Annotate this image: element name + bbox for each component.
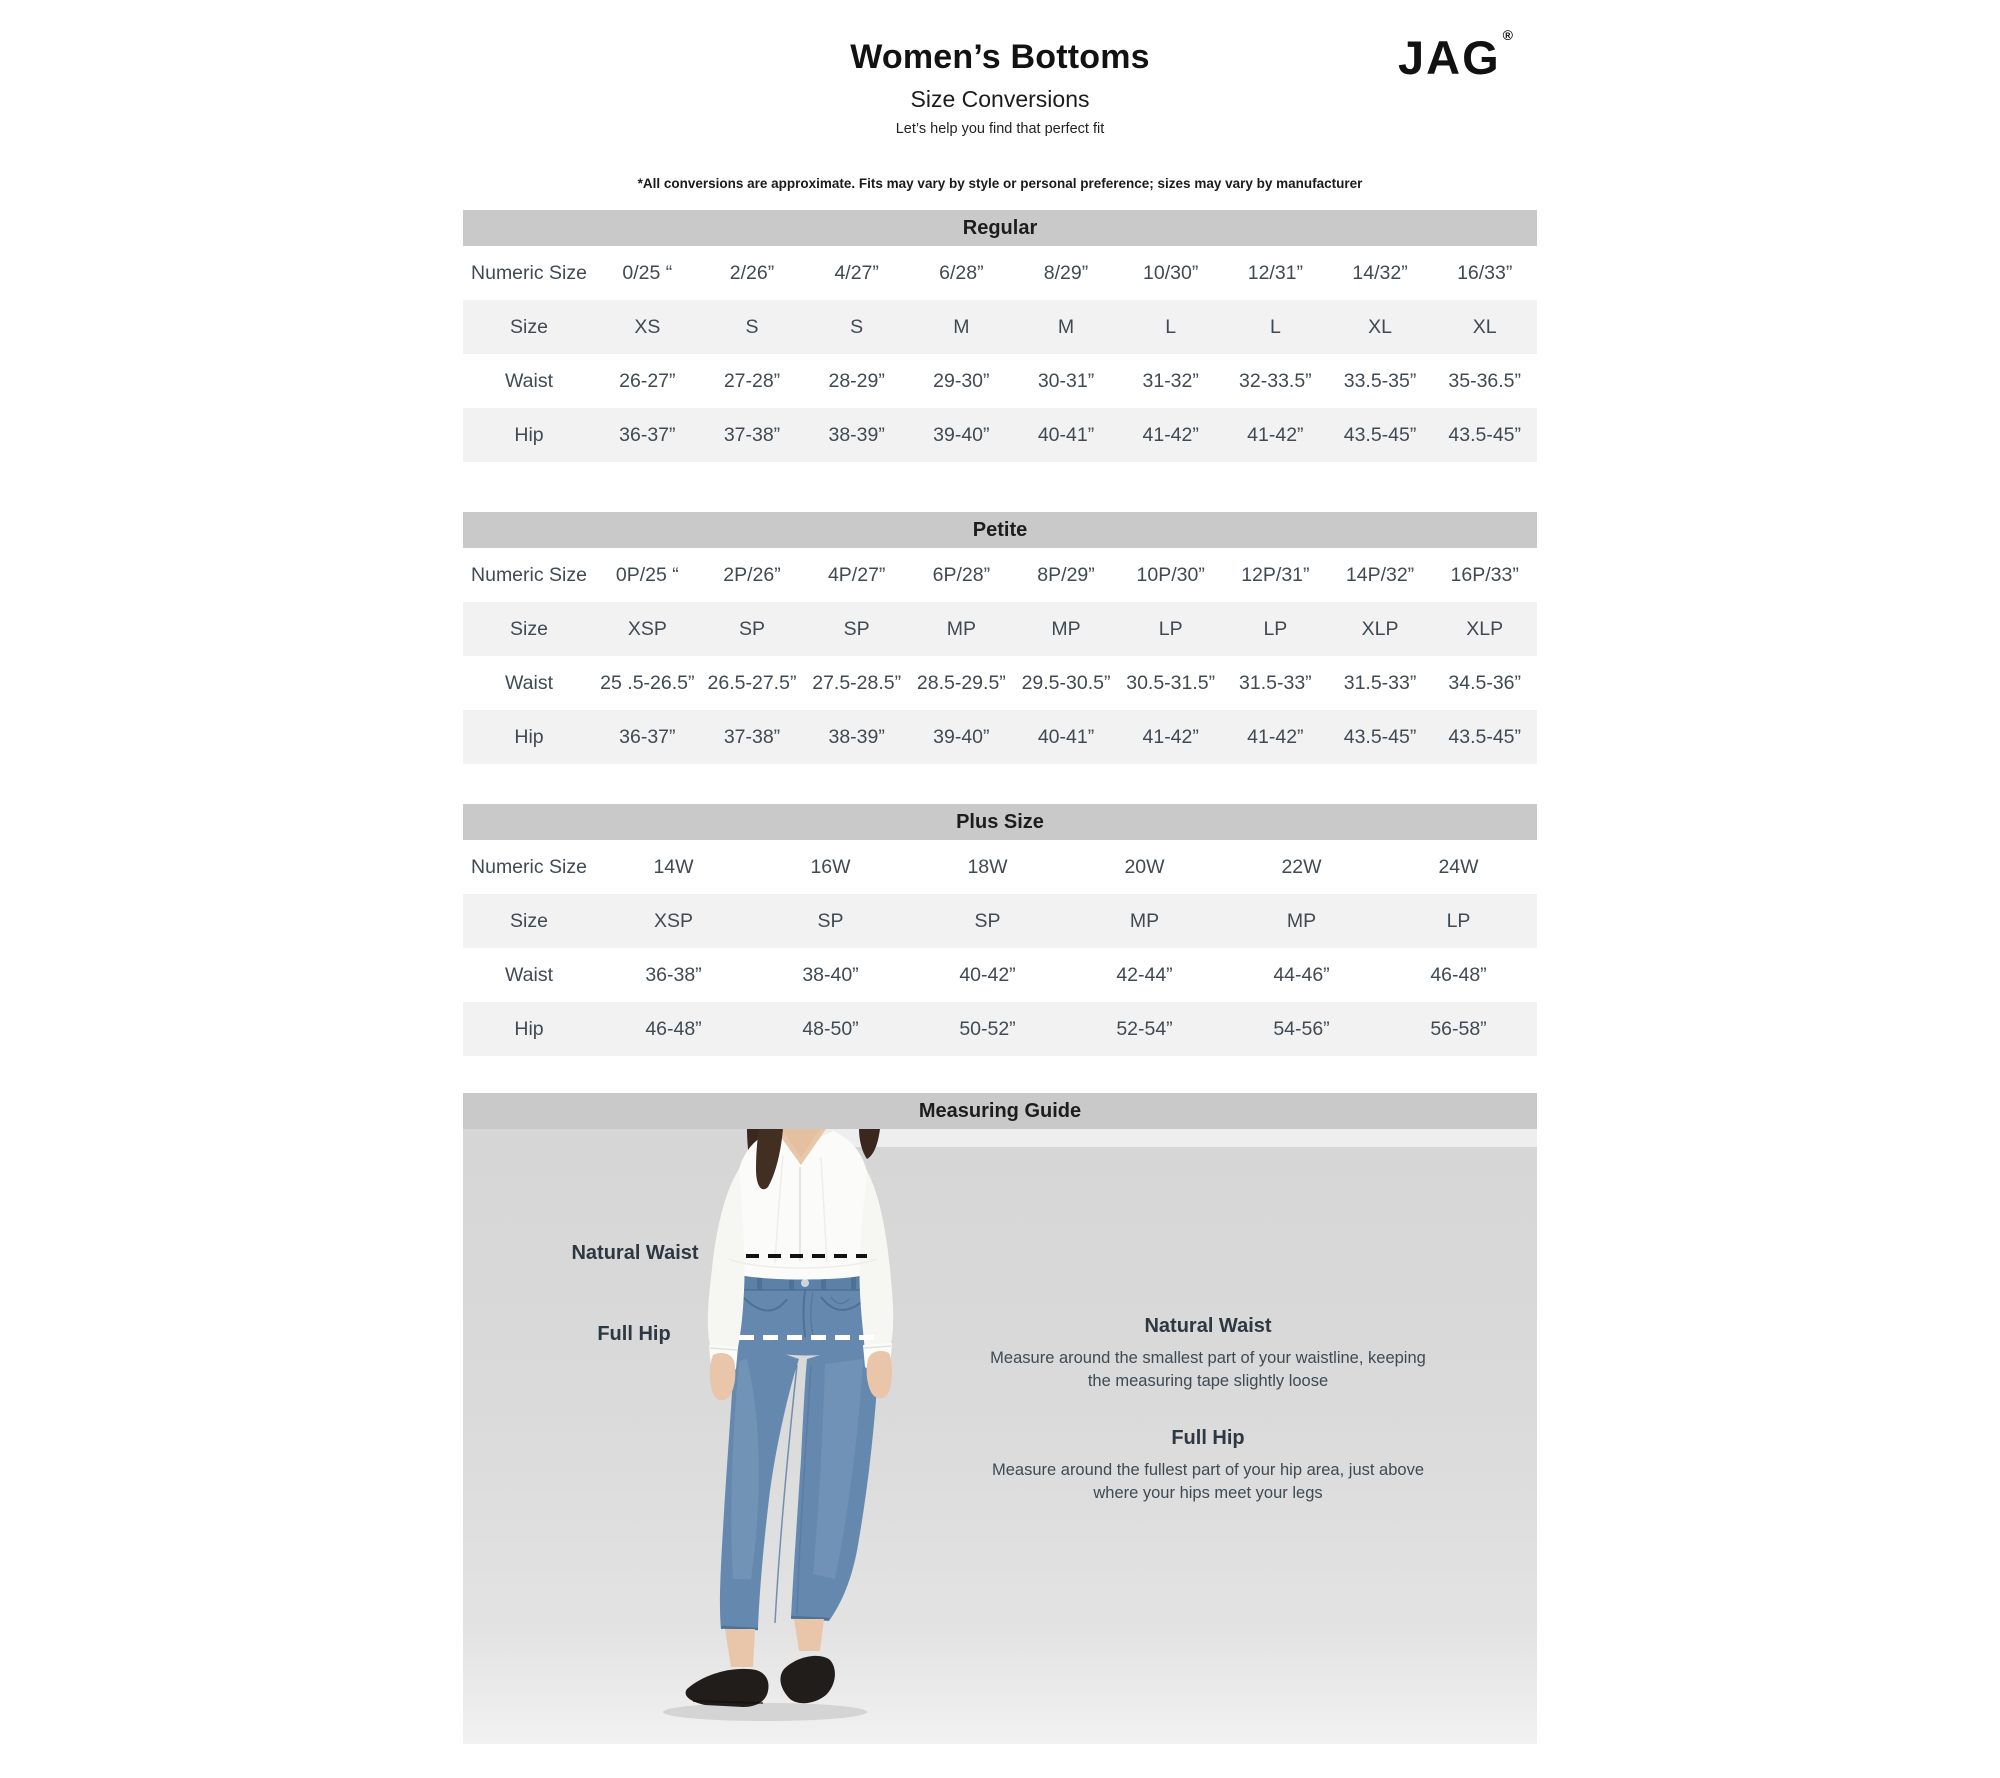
size-value-cell: 0/25 “ — [622, 261, 673, 284]
table-row — [463, 408, 1537, 462]
row-label: Size — [510, 909, 548, 932]
size-value-cell: 37-38” — [723, 725, 781, 748]
row-label: Size — [510, 617, 548, 640]
model-photo — [663, 1129, 943, 1741]
size-value-cell: 38-39” — [828, 423, 885, 446]
table-rows — [463, 548, 1537, 764]
size-value-cell: SP — [974, 909, 1001, 932]
size-value-cell: 54-56” — [1273, 1017, 1330, 1040]
measuring-instructions — [978, 1315, 1438, 1505]
table-title-plus-size: Plus Size — [463, 804, 1537, 840]
size-value-cell: 37-38” — [723, 423, 781, 446]
plus-size-table — [463, 804, 1537, 1056]
size-value-cell: 39-40” — [933, 725, 990, 748]
table-row — [463, 710, 1537, 764]
size-value-cell: S — [745, 315, 759, 338]
size-value-cell: 10P/30” — [1136, 563, 1205, 586]
table-row — [463, 1002, 1537, 1056]
size-guide-content — [463, 210, 1537, 1755]
size-value-cell: 8/29” — [1043, 261, 1089, 284]
size-value-cell: 10/30” — [1143, 261, 1199, 284]
natural-waist-dash-line — [746, 1254, 867, 1258]
size-value-cell: 40-41” — [1037, 725, 1095, 748]
row-label: Size — [510, 315, 548, 338]
row-label: Hip — [514, 725, 544, 748]
size-value-cell: 2P/26” — [723, 563, 781, 586]
table-row — [463, 354, 1537, 408]
size-value-cell: 8P/29” — [1037, 563, 1095, 586]
size-value-cell: 48-50” — [802, 1017, 859, 1040]
size-value-cell: 4/27” — [834, 261, 879, 284]
jag-logo-text: JAG — [1398, 31, 1501, 84]
size-value-cell: 36-37” — [619, 725, 676, 748]
size-value-cell: 39-40” — [933, 423, 990, 446]
size-value-cell: XL — [1472, 315, 1497, 338]
page-title: Women’s Bottoms — [850, 38, 1150, 76]
size-value-cell: 29.5-30.5” — [1021, 671, 1111, 694]
size-value-cell: XL — [1368, 315, 1392, 338]
size-value-cell: 43.5-45” — [1343, 725, 1417, 748]
petite-size-table — [463, 512, 1537, 764]
size-value-cell: 12/31” — [1247, 261, 1304, 284]
measuring-guide-section — [463, 1093, 1537, 1744]
size-value-cell: 43.5-45” — [1448, 423, 1522, 446]
size-value-cell: 6P/28” — [932, 563, 991, 586]
size-value-cell: 32-33.5” — [1239, 369, 1312, 392]
size-value-cell: 16W — [810, 855, 851, 878]
natural-waist-label: Natural Waist — [571, 1242, 699, 1264]
size-value-cell: 40-42” — [959, 963, 1016, 986]
size-value-cell: 26.5-27.5” — [707, 671, 797, 694]
table-row — [463, 894, 1537, 948]
table-row — [463, 548, 1537, 602]
size-value-cell: 0P/25 “ — [615, 563, 679, 586]
size-value-cell: LP — [1158, 617, 1183, 640]
size-value-cell: 27.5-28.5” — [812, 671, 902, 694]
size-value-cell: 16P/33” — [1450, 563, 1519, 586]
natural-waist-heading: Natural Waist — [1144, 1315, 1272, 1337]
size-value-cell: XLP — [1361, 617, 1399, 640]
size-value-cell: 40-41” — [1037, 423, 1095, 446]
table-row — [463, 300, 1537, 354]
table-row — [463, 602, 1537, 656]
size-value-cell: MP — [1129, 909, 1160, 932]
size-value-cell: 41-42” — [1142, 725, 1199, 748]
natural-waist-description: Measure around the smallest part of your waistline, keeping the measuring tape slightly loose — [990, 1349, 1426, 1391]
size-value-cell: 33.5-35” — [1343, 369, 1417, 392]
size-value-cell: 28.5-29.5” — [916, 671, 1006, 694]
size-value-cell: 18W — [967, 855, 1008, 878]
size-value-cell: 14W — [653, 855, 694, 878]
size-value-cell: 43.5-45” — [1343, 423, 1417, 446]
size-value-cell: SP — [739, 617, 766, 640]
full-hip-heading: Full Hip — [1171, 1427, 1245, 1450]
row-label: Numeric Size — [471, 261, 587, 284]
size-value-cell: 14P/32” — [1345, 563, 1415, 586]
size-value-cell: LP — [1446, 909, 1471, 932]
size-value-cell: 31.5-33” — [1239, 671, 1312, 694]
size-value-cell: MP — [1286, 909, 1317, 932]
size-value-cell: 43.5-45” — [1448, 725, 1522, 748]
size-value-cell: 42-44” — [1116, 963, 1173, 986]
size-value-cell: 41-42” — [1247, 725, 1304, 748]
size-value-cell: XSP — [653, 909, 694, 932]
size-value-cell: 12P/31” — [1241, 563, 1310, 586]
size-value-cell: M — [1057, 315, 1075, 338]
size-value-cell: LP — [1263, 617, 1288, 640]
size-value-cell: 56-58” — [1430, 1017, 1487, 1040]
size-value-cell: 41-42” — [1142, 423, 1199, 446]
size-value-cell: 27-28” — [723, 369, 781, 392]
measuring-guide-photo — [463, 1129, 1537, 1744]
regular-size-table — [463, 210, 1537, 462]
size-value-cell: 41-42” — [1247, 423, 1304, 446]
disclaimer-text: *All conversions are approximate. Fits may vary by style or personal preference; sizes may vary by manufacturer — [637, 176, 1363, 191]
table-row — [463, 948, 1537, 1002]
registered-trademark-icon: ® — [1502, 27, 1515, 43]
measuring-guide-title: Measuring Guide — [463, 1093, 1537, 1129]
table-row — [463, 246, 1537, 300]
size-value-cell: 38-40” — [802, 963, 859, 986]
page-tagline: Let’s help you find that perfect fit — [895, 121, 1105, 137]
size-value-cell: 28-29” — [828, 369, 885, 392]
page-subtitle: Size Conversions — [910, 86, 1090, 112]
size-value-cell: 30-31” — [1037, 369, 1095, 392]
size-value-cell: M — [953, 315, 970, 338]
size-value-cell: 6/28” — [939, 261, 984, 284]
size-value-cell: 4P/27” — [827, 563, 886, 586]
size-value-cell: 38-39” — [828, 725, 885, 748]
model-illustration — [663, 1129, 943, 1741]
row-label: Waist — [504, 963, 554, 986]
size-value-cell: 22W — [1281, 855, 1322, 878]
size-value-cell: XSP — [627, 617, 667, 640]
full-hip-description: Measure around the fullest part of your hip area, just above where your hips meet your legs — [991, 1461, 1424, 1503]
size-value-cell: 25 .5-26.5” — [600, 671, 695, 694]
row-label: Hip — [514, 423, 544, 446]
size-value-cell: 34.5-36” — [1448, 671, 1522, 694]
size-value-cell: 31.5-33” — [1343, 671, 1417, 694]
size-value-cell: 46-48” — [645, 1017, 702, 1040]
size-value-cell: 36-37” — [619, 423, 676, 446]
size-value-cell: L — [1269, 315, 1281, 338]
table-rows — [463, 246, 1537, 462]
size-value-cell: MP — [946, 617, 976, 640]
size-value-cell: S — [850, 315, 864, 338]
size-value-cell: 44-46” — [1273, 963, 1330, 986]
size-value-cell: 2/26” — [729, 261, 775, 284]
size-value-cell: 24W — [1438, 855, 1479, 878]
size-value-cell: 46-48” — [1430, 963, 1487, 986]
table-title-petite: Petite — [463, 512, 1537, 548]
size-value-cell: 16/33” — [1457, 261, 1513, 284]
row-label: Numeric Size — [471, 563, 587, 586]
row-label: Waist — [504, 369, 554, 392]
size-value-cell: L — [1165, 315, 1177, 338]
size-value-cell: SP — [817, 909, 844, 932]
full-hip-dash-line — [739, 1335, 881, 1340]
table-rows — [463, 840, 1537, 1056]
size-value-cell: 31-32” — [1142, 369, 1199, 392]
size-value-cell: XLP — [1466, 617, 1504, 640]
page-header — [0, 38, 2000, 137]
size-value-cell: 35-36.5” — [1448, 369, 1522, 392]
table-title-regular: Regular — [463, 210, 1537, 246]
size-value-cell: 52-54” — [1116, 1017, 1173, 1040]
jag-logo — [1398, 27, 1568, 84]
size-value-cell: 36-38” — [645, 963, 702, 986]
size-value-cell: SP — [843, 617, 870, 640]
size-value-cell: XS — [634, 315, 661, 338]
size-value-cell: 14/32” — [1352, 261, 1408, 284]
full-hip-label: Full Hip — [597, 1323, 671, 1345]
size-value-cell: 50-52” — [959, 1017, 1016, 1040]
size-value-cell: 29-30” — [933, 369, 990, 392]
size-value-cell: 20W — [1124, 855, 1165, 878]
size-value-cell: MP — [1051, 617, 1081, 640]
size-value-cell: 30.5-31.5” — [1126, 671, 1216, 694]
table-row — [463, 840, 1537, 894]
row-label: Hip — [514, 1017, 544, 1040]
table-row — [463, 656, 1537, 710]
size-value-cell: 26-27” — [619, 369, 676, 392]
row-label: Waist — [504, 671, 554, 694]
row-label: Numeric Size — [471, 855, 587, 878]
